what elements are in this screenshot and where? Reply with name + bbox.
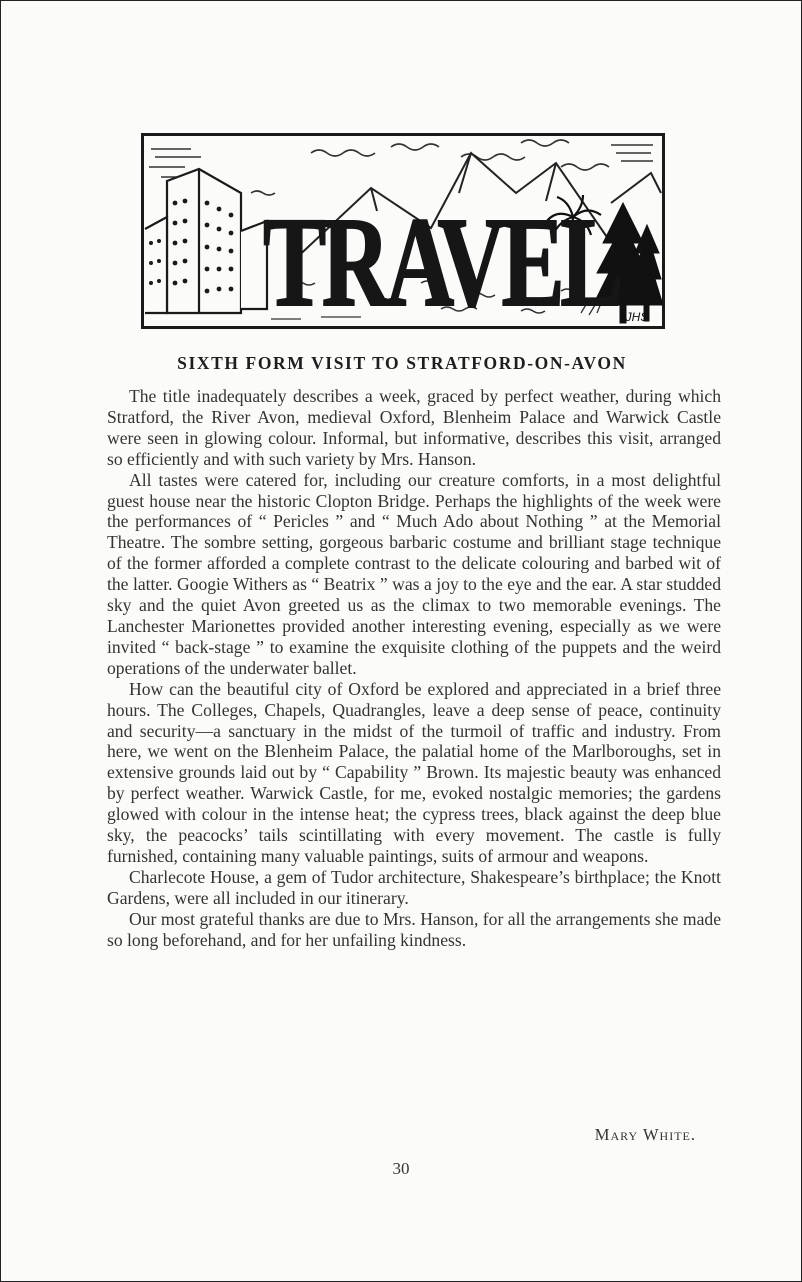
travel-banner-illustration bbox=[141, 133, 665, 329]
article-paragraph: The title inadequately describes a week, graced by perfect weather, during which Stratford, the River Avon, medieval Oxford, Blenheim Palace and Warwick Castle were seen in glowing colour. Informal, but informative, describes this visit, arranged so efficiently and with such variety by Mrs. Hanson. bbox=[107, 386, 721, 469]
article-paragraph: How can the beautiful city of Oxford be explored and appreciated in a brief three hours. The Colleges, Chapels, Quadrangles, leave a deep sense of peace, continuity and security—a sanctuary in the midst of the turmoil of traffic and industry. From here, we went on the Blenheim Palace, the palatial home of the Marlboroughs, set in extensive grounds laid out by “ Capability ” Brown. Its majestic beauty was enhanced by perfect weather. Warwick Castle, for me, evoked nostalgic memories; the gardens glowed with colour in the intense heat; the cypress trees, black against the deep blue sky, the peacocks’ tails scintillating with every movement. The castle is fully furnished, containing many valuable paintings, suits of armour and weapons. bbox=[107, 678, 721, 866]
article-paragraph: All tastes were catered for, including our creature comforts, in a most delightful guest house near the historic Clopton Bridge. Perhaps the highlights of the week were the performances of “ Pericles ” and “ Much Ado about Nothing ” at the Memorial Theatre. The sombre setting, gorgeous barbaric costume and brilliant stage technique of the former afforded a complete contrast to the delicate colouring and barbed wit of the latter. Googie Withers as “ Beatrix ” was a joy to the eye and the ear. A star studded sky and the quiet Avon greeted us as the climax to two memorable evenings. The Lanchester Marionettes provided another interesting evening, especially as we were invited “ back-stage ” to examine the exquisite clothing of the puppets and the weird operations of the underwater ballet. bbox=[107, 469, 721, 678]
article-heading: SIXTH FORM VISIT TO STRATFORD-ON-AVON bbox=[177, 353, 627, 373]
author-signature: Mary White. bbox=[594, 1125, 696, 1144]
artist-monogram: JHS bbox=[625, 310, 649, 324]
page-number: 30 bbox=[392, 1159, 410, 1178]
travel-banner-drawing bbox=[141, 133, 665, 329]
banner-title-text: TRAVEL bbox=[263, 191, 620, 329]
article-paragraph: Charlecote House, a gem of Tudor architecture, Shakespeare’s birthplace; the Knott Gardens, were all included in our itinerary. bbox=[107, 866, 721, 908]
article-paragraph: Our most grateful thanks are due to Mrs. Hanson, for all the arrangements she made so long beforehand, and for her unfailing kindness. bbox=[107, 908, 721, 950]
article-body bbox=[107, 386, 721, 950]
